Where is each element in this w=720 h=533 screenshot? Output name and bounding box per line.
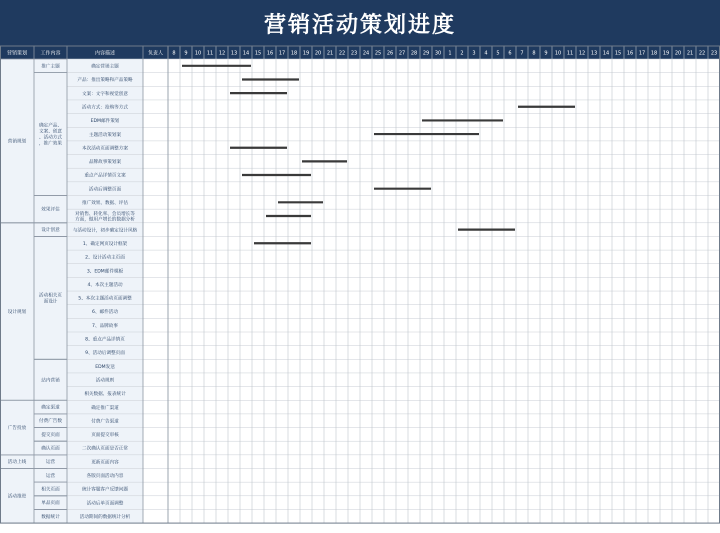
detail-label: 3、EDM邮件模板 xyxy=(86,269,124,275)
work-label: 确定渠道 xyxy=(41,405,60,411)
detail-label: 6、邮件活动 xyxy=(92,310,118,316)
work-label: 确认页面 xyxy=(41,446,60,452)
work-label: 相关页面 xyxy=(41,487,60,493)
day-label: 22 xyxy=(698,50,706,57)
work-label: 确定产品、文案、创意、活动方式，推广效果 xyxy=(39,123,62,147)
detail-label: EDM邮件策划 xyxy=(90,119,120,125)
detail-label: 产品：推出策略和产品策略 xyxy=(77,78,133,84)
detail-label: 各版页面活动内容 xyxy=(86,474,124,480)
detail-label: 主题活动策划案 xyxy=(88,132,122,138)
day-label: 22 xyxy=(338,50,346,57)
detail-label: 确定营销主题 xyxy=(91,64,119,70)
day-label: 7 xyxy=(520,50,524,57)
category-label: 活动推进 xyxy=(7,494,27,500)
work-label: 运营 xyxy=(45,460,56,466)
day-label: 3 xyxy=(472,50,476,57)
detail-label: 8、重点产品详情页 xyxy=(85,337,125,343)
day-label: 28 xyxy=(410,50,418,57)
detail-label: 推广效果、数据、评估 xyxy=(82,201,128,207)
day-label: 20 xyxy=(314,50,322,57)
detail-label: 1、确定网页设计框架 xyxy=(82,241,128,247)
day-label: 16 xyxy=(626,50,634,57)
page-title: 营销活动策划进度 xyxy=(263,12,456,38)
detail-label: 相关数据、报表统计 xyxy=(84,392,126,398)
detail-label: 活动规则 xyxy=(95,378,115,384)
detail-label: EDM发送 xyxy=(95,364,115,370)
detail-label: 5、本次主题活动页面调整 xyxy=(78,296,132,302)
day-label: 30 xyxy=(434,50,442,57)
day-label: 8 xyxy=(532,50,536,57)
day-label: 21 xyxy=(686,50,694,57)
day-label: 12 xyxy=(218,50,226,57)
work-label: 设计创意 xyxy=(41,228,60,234)
detail-label: 付费广告渠道 xyxy=(91,419,119,425)
day-label: 18 xyxy=(290,50,298,57)
day-label: 15 xyxy=(254,50,262,57)
day-label: 23 xyxy=(350,50,358,57)
day-label: 19 xyxy=(302,50,310,57)
work-label: 单品页面 xyxy=(41,501,60,507)
detail-label: 9、活动后调整页面 xyxy=(85,351,125,357)
work-label: 提交页面 xyxy=(41,432,60,438)
day-label: 27 xyxy=(398,50,406,57)
detail-label: 2、设计活动主页面 xyxy=(85,255,125,261)
header-work: 工作内容 xyxy=(40,50,61,57)
detail-label: 重点产品详情页文案 xyxy=(84,173,126,179)
work-label: 站内营销 xyxy=(41,378,60,384)
day-label: 17 xyxy=(278,50,286,57)
category-label: 营销规划 xyxy=(7,139,27,145)
header-owner: 负责人 xyxy=(147,50,164,57)
day-label: 20 xyxy=(674,50,682,57)
work-label: 运营 xyxy=(45,473,56,479)
day-label: 10 xyxy=(554,50,562,57)
day-label: 14 xyxy=(602,50,610,57)
day-label: 15 xyxy=(614,50,622,57)
day-label: 18 xyxy=(650,50,658,57)
detail-label: 4、本次主题活动 xyxy=(87,282,123,288)
day-label: 9 xyxy=(544,50,548,57)
detail-label: 活动期间的数据统计分析 xyxy=(79,514,131,520)
work-label: 推广主题 xyxy=(41,64,60,70)
day-label: 26 xyxy=(386,50,394,57)
day-label: 23 xyxy=(710,50,718,57)
work-label: 效果评估 xyxy=(41,207,60,213)
header-category: 营销策划 xyxy=(6,50,28,57)
day-label: 2 xyxy=(460,50,464,57)
detail-label: 对销售、转化率、会员增长等方面，做用户增长的数据分析 xyxy=(75,211,135,223)
detail-label: 更新页面内容 xyxy=(91,460,119,466)
day-label: 10 xyxy=(194,50,202,57)
day-label: 17 xyxy=(638,50,646,57)
detail-label: 活动后调整页面 xyxy=(88,187,122,193)
category-label: 活动上线 xyxy=(7,460,27,466)
day-label: 29 xyxy=(422,50,430,57)
day-label: 5 xyxy=(496,50,500,57)
day-label: 4 xyxy=(484,50,488,57)
day-label: 11 xyxy=(206,50,214,57)
day-label: 13 xyxy=(590,50,598,57)
day-label: 21 xyxy=(326,50,334,57)
detail-label: 品牌故事策划案 xyxy=(88,160,122,166)
detail-label: 活动方式：抢购等方式 xyxy=(82,105,128,111)
detail-label: 文案：文字和视觉创意 xyxy=(82,91,128,97)
detail-label: 页面提交审核 xyxy=(91,433,119,439)
detail-label: 活动后单页面调整 xyxy=(86,501,124,507)
day-label: 14 xyxy=(242,50,250,57)
day-label: 11 xyxy=(566,50,574,57)
work-label: 付费广告数 xyxy=(39,419,62,425)
day-label: 8 xyxy=(172,50,176,57)
day-label: 16 xyxy=(266,50,274,57)
day-label: 12 xyxy=(578,50,586,57)
day-label: 6 xyxy=(508,50,512,57)
detail-label: 7、品牌故事 xyxy=(92,323,118,329)
category-label: 广告投放 xyxy=(7,426,27,432)
day-label: 13 xyxy=(230,50,238,57)
detail-label: 本次活动页面调整方案 xyxy=(82,146,128,152)
day-label: 9 xyxy=(184,50,188,57)
day-label: 24 xyxy=(362,50,370,57)
work-label: 数据统计 xyxy=(41,514,60,520)
detail-label: 二次确认页面是否正常 xyxy=(82,446,128,452)
work-label: 活动相关页面设计 xyxy=(39,293,62,305)
day-label: 19 xyxy=(662,50,670,57)
detail-label: 统计客服客户反馈问题 xyxy=(82,487,128,493)
category-label: 设计规划 xyxy=(7,310,27,316)
detail-label: 与活动设计，初步确定设计风格 xyxy=(72,228,138,234)
day-label: 1 xyxy=(448,50,452,57)
header-detail: 内容描述 xyxy=(94,50,116,57)
day-label: 25 xyxy=(374,50,382,57)
detail-label: 确定推广渠道 xyxy=(91,405,119,411)
